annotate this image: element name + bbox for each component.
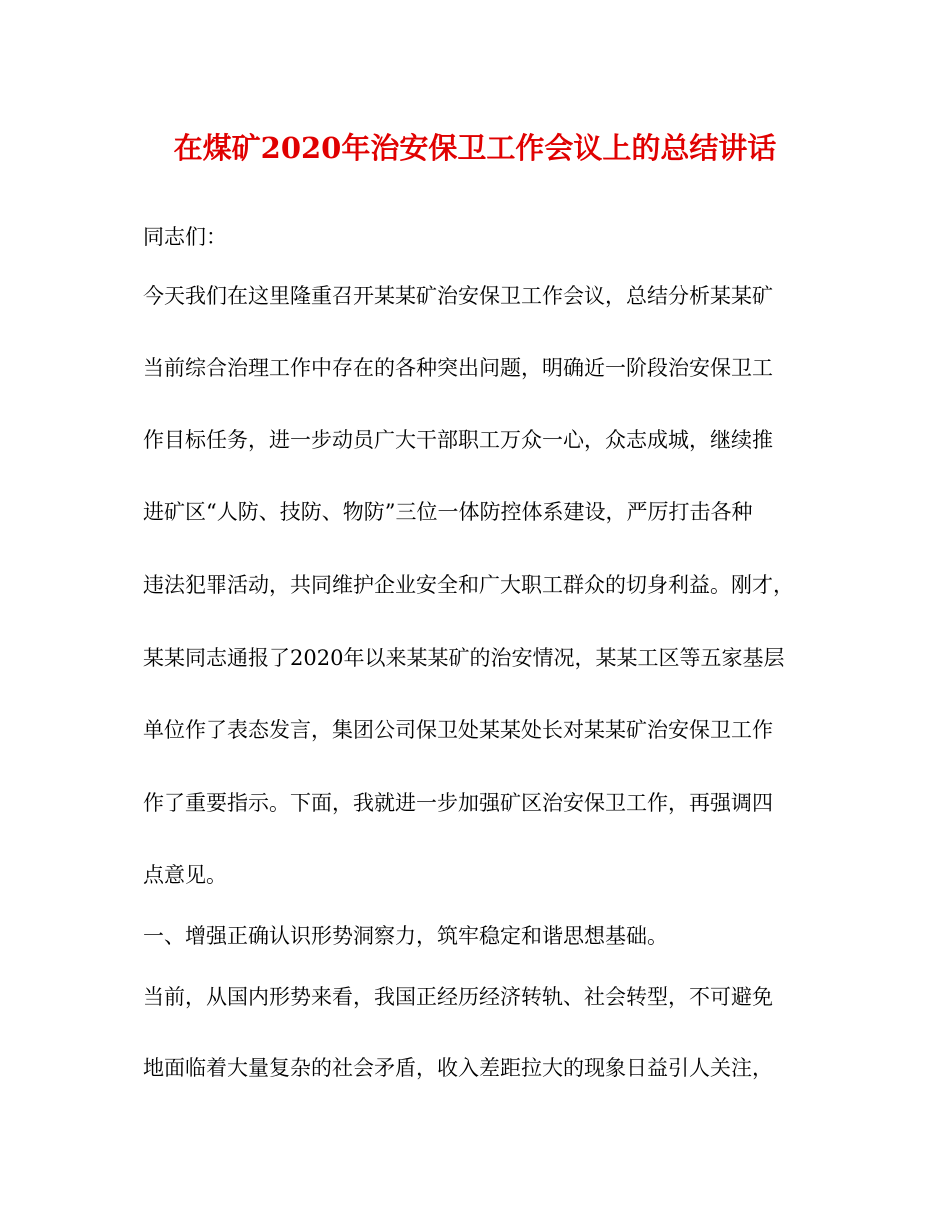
body-line: 作了重要指示。下面，我就进一步加强矿区治安保卫工作，再强调四 bbox=[143, 791, 773, 815]
document-title: 在煤矿2020年治安保卫工作会议上的总结讲话 bbox=[173, 131, 777, 165]
body-line: 当前，从国内形势来看，我国正经历经济转轨、社会转型，不可避免 bbox=[143, 985, 773, 1009]
body-line: 地面临着大量复杂的社会矛盾，收入差距拉大的现象日益引人关注， bbox=[143, 1056, 773, 1080]
body-line: 作目标任务，进一步动员广大干部职工万众一心，众志成城，继续推 bbox=[143, 428, 773, 452]
body-line: 今天我们在这里隆重召开某某矿治安保卫工作会议，总结分析某某矿 bbox=[143, 284, 773, 308]
body-line: 某某同志通报了2020年以来某某矿的治安情况，某某工区等五家基层 bbox=[143, 646, 785, 670]
body-line: 进矿区“人防、技防、物防”三位一体防控体系建设，严厉打击各种 bbox=[143, 500, 753, 524]
salutation-line: 同志们： bbox=[143, 225, 227, 249]
body-line: 当前综合治理工作中存在的各种突出问题，明确近一阶段治安保卫工 bbox=[143, 356, 773, 380]
body-line: 点意见。 bbox=[143, 863, 227, 887]
body-line: 违法犯罪活动，共同维护企业安全和广大职工群众的切身利益。刚才， bbox=[143, 573, 794, 597]
section-heading: 一、增强正确认识形势洞察力，筑牢稳定和谐思想基础。 bbox=[143, 924, 668, 948]
body-line: 单位作了表态发言，集团公司保卫处某某处长对某某矿治安保卫工作 bbox=[143, 718, 773, 742]
